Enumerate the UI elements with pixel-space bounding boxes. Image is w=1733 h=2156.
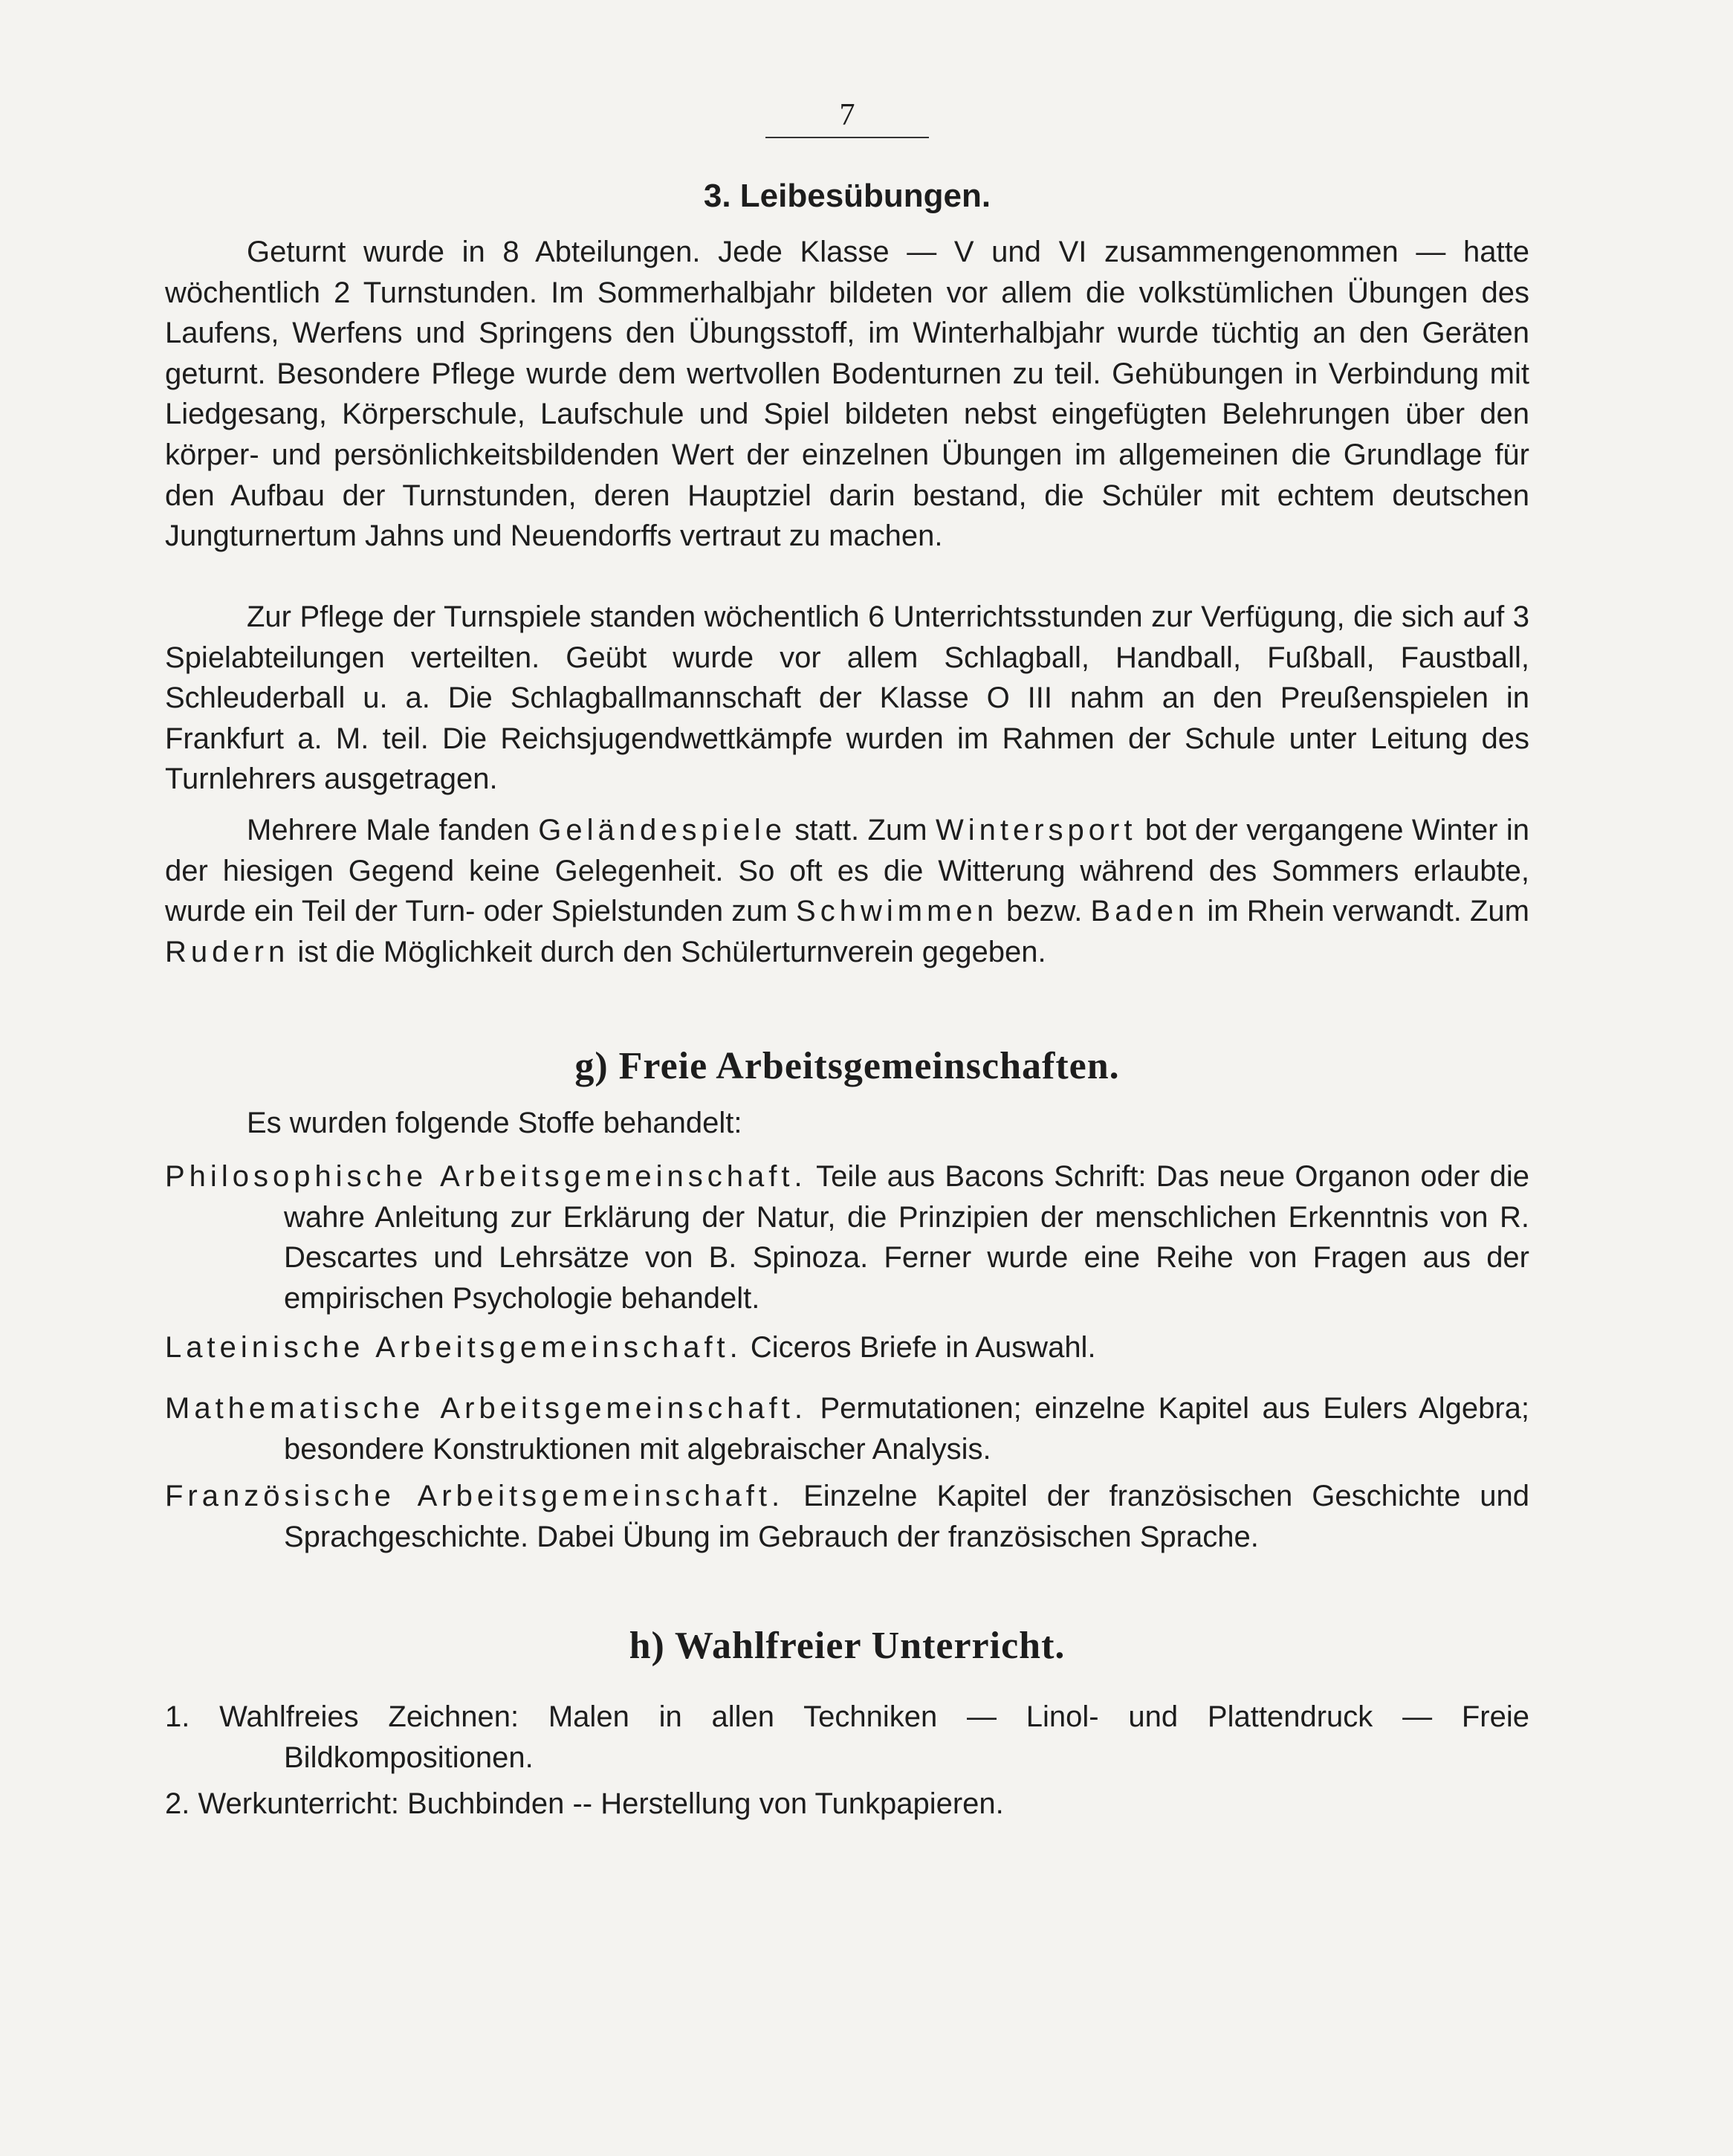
text-run: statt. Zum xyxy=(786,814,936,846)
spaced-term-schwimmen: Schwimmen xyxy=(796,895,998,928)
section-title-arbeitsgemeinschaften: g) Freie Arbeitsgemeinschaften. xyxy=(574,1045,1120,1087)
ag-item-latein xyxy=(165,1327,1529,1368)
ag-item-description: Einzelne Kapitel der französischen Geschichte und Sprachgeschichte. Dabei Übung im Gebrauch der französischen Sprache. xyxy=(284,1480,1530,1553)
ag-item-description: Teile aus Bacons Schrift: Das neue Organon oder die wahre Anleitung zur Erklärung der Natur, die Prinzipien der menschlichen Erkenntnis von R. Descartes und Lehrsätze von B. Spinoza. Ferner wurde eine Reihe von Fragen aus der empirischen Psychologie behandelt. xyxy=(284,1160,1529,1315)
page-number-rule xyxy=(765,137,929,138)
ag-item-philosophie-text xyxy=(165,1156,1529,1318)
paragraph-gelaendespiele xyxy=(165,810,1529,972)
text-run: bezw. xyxy=(997,895,1091,928)
ag-intro xyxy=(165,1103,1529,1144)
ag-item-name: Mathematische Arbeitsgemeinschaft. xyxy=(165,1392,808,1425)
paragraph-turnen-text: Geturnt wurde in 8 Abteilungen. Jede Klasse — V und VI zusammengenommen — hatte wöchentlich 2 Turnstunden. Im Sommerhalbjahr bildeten vor allem die volkstümlichen Übungen des Laufens, Werfens und Springens den Übungsstoff, im Winterhalbjahr wurde tüchtig an den Geräten geturnt. Besondere Pflege wurde dem wertvollen Bodenturnen zu teil. Gehübungen in Verbindung mit Liedgesang, Körperschule, Laufschule und Spiel bildeten nebst eingefügten Belehrungen über den körper- und persönlichkeitsbildenden Wert der einzelnen Übungen im allgemeinen die Grundlage für den Aufbau der Turnstunden, deren Hauptziel darin bestand, die Schüler mit echtem deutschen Jungturnertum Jahns und Neuendorffs vertraut zu machen. xyxy=(165,236,1529,553)
ag-item-mathematik xyxy=(165,1388,1529,1469)
section-title-leibesuebungen: 3. Leibesübungen. xyxy=(703,178,991,214)
spaced-term-baden: Baden xyxy=(1090,895,1199,928)
list-number: 1. xyxy=(165,1700,220,1733)
section-title-wahlfreier-unterricht: h) Wahlfreier Unterricht. xyxy=(629,1625,1066,1667)
list-number: 2. xyxy=(165,1787,198,1820)
spaced-term-gelaendespiele: Geländespiele xyxy=(538,814,787,846)
text-run: Mehrere Male fanden xyxy=(247,814,539,846)
ag-item-franzoesisch-text xyxy=(165,1476,1529,1557)
ag-item-description: Ciceros Briefe in Auswahl. xyxy=(742,1331,1096,1364)
paragraph-turnspiele-text: Zur Pflege der Turnspiele standen wöchentlich 6 Unterrichtsstunden zur Verfügung, die sich auf 3 Spielabteilungen verteilten. Geübt wurde vor allem Schlagball, Handball, Fußball, Faustball, Schleuderball u. a. Die Schlagballmannschaft der Klasse O III nahm an den Preußenspielen in Frankfurt a. M. teil. Die Reichsjugendwettkämpfe wurden im Rahmen der Schule unter Leitung des Turnlehrers ausgetragen. xyxy=(165,600,1529,796)
wahl-item-werkunterricht xyxy=(165,1784,1529,1825)
text-run: bot der vergangene Winter in der hiesigen Gegend keine Gelegenheit. So oft es die Witterung während des Sommers erlaubte, wurde ein Teil der Turn- oder Spielstunden zum xyxy=(165,814,1529,928)
ag-item-name: Philosophische Arbeitsgemeinschaft. xyxy=(165,1160,807,1193)
paragraph-gelaendespiele-text xyxy=(165,810,1529,972)
wahl-item-zeichnen xyxy=(165,1697,1529,1778)
ag-item-name: Französische Arbeitsgemeinschaft. xyxy=(165,1480,785,1512)
spaced-term-wintersport: Wintersport xyxy=(935,814,1137,846)
wahl-item-description: Buchbinden -- Herstellung von Tunkpapieren. xyxy=(398,1787,1004,1820)
ag-item-franzoesisch xyxy=(165,1476,1529,1557)
ag-item-mathematik-text xyxy=(165,1388,1529,1469)
text-run: im Rhein verwandt. Zum xyxy=(1199,895,1529,928)
page-number: 7 xyxy=(839,98,855,132)
ag-item-name: Lateinische Arbeitsgemeinschaft. xyxy=(165,1331,742,1364)
ag-item-philosophie xyxy=(165,1156,1529,1318)
spaced-term-rudern: Rudern xyxy=(165,935,290,968)
wahl-item-label: Wahlfreies Zeichnen: xyxy=(219,1700,519,1733)
wahl-item-description: Malen in allen Techniken — Linol- und Plattendruck — Freie Bildkompositionen. xyxy=(284,1700,1529,1774)
ag-item-description: Permutationen; einzelne Kapitel aus Eulers Algebra; besondere Konstruktionen mit algebraischer Analysis. xyxy=(284,1392,1530,1466)
wahl-item-werkunterricht-text xyxy=(165,1784,1529,1825)
wahl-item-label: Werkunterricht: xyxy=(198,1787,399,1820)
text-run: ist die Möglichkeit durch den Schülerturnverein gegeben. xyxy=(289,935,1046,968)
ag-item-latein-text xyxy=(165,1327,1529,1368)
ag-intro-text: Es wurden folgende Stoffe behandelt: xyxy=(247,1107,742,1139)
paragraph-turnen xyxy=(165,232,1529,557)
paragraph-turnspiele xyxy=(165,597,1529,800)
wahl-item-zeichnen-text xyxy=(165,1697,1529,1778)
